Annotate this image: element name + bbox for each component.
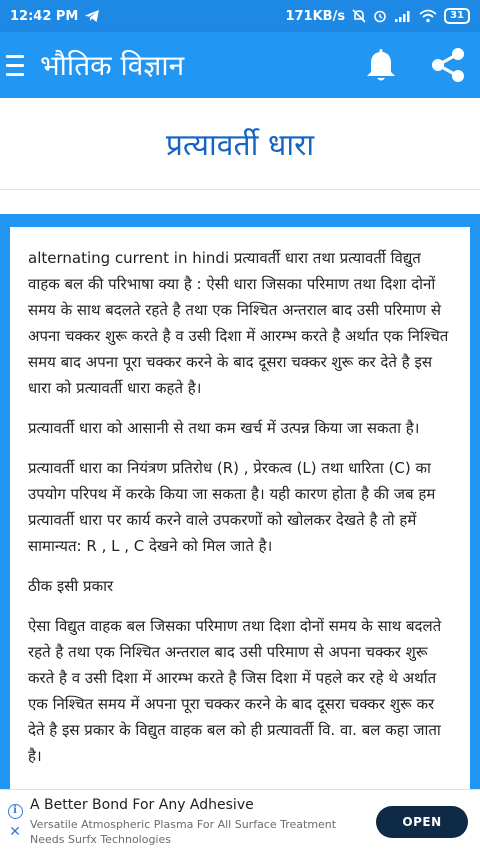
telegram-icon bbox=[84, 9, 100, 23]
battery-indicator: 31 bbox=[444, 8, 470, 24]
ad-icons bbox=[2, 790, 28, 853]
page-title: प्रत्यावर्ती धारा bbox=[165, 128, 315, 163]
article-paragraph: ऐसा विद्युत वाहक बल जिसका परिमाण तथा दिशा दोनों समय के साथ बदलते रहते है तथा एक निश्चित अन्तराल बाद उसी परिमाण से अपना चक्कर शुरू करते है व उसी दिशा में आरम्भ करते है जिस दिशा में पहले कर रहे थे अर्थात एक निश्चित समय में अपना पूरा चक्कर करने के बाद दूसरा चक्कर शुरू कर देते है इस प्रकार के विद्युत वाहक बल को ही प्रत्यावर्ती वि. वा. बल कहा जाता है। bbox=[28, 617, 442, 765]
app-bar-actions bbox=[364, 45, 468, 85]
article-container[interactable] bbox=[0, 214, 480, 789]
article-paragraph: प्रत्यावर्ती धारा का नियंत्रण प्रतिरोध (R) , प्रेरकत्व (L) तथा धारिता (C) का उपयोग परिपथ में करके किया जा सकता है। यही कारण होता है की जब हम प्रत्यावर्ती धारा पर कार्य करने वाले उपकरणों को खोलकर देखते है तो हमें सामान्यत: R , L , C देखने को मिल जाते है। bbox=[28, 459, 436, 555]
status-left bbox=[10, 9, 100, 24]
wifi-icon bbox=[419, 9, 437, 23]
article-paragraph: ठीक इसी प्रकार bbox=[28, 577, 114, 595]
info-icon[interactable]: i bbox=[8, 804, 23, 819]
menu-icon-line bbox=[6, 55, 24, 58]
status-right bbox=[285, 8, 470, 24]
ad-open-button[interactable]: OPEN bbox=[376, 806, 468, 838]
status-time: 12:42 PM bbox=[10, 8, 79, 24]
page-heading-section bbox=[0, 98, 480, 190]
ad-text[interactable] bbox=[28, 797, 360, 847]
ad-description: Versatile Atmospheric Plasma For All Surface Treatment Needs Surfx Technologies bbox=[30, 817, 337, 846]
menu-icon[interactable] bbox=[6, 50, 34, 80]
bell-icon[interactable] bbox=[364, 46, 398, 84]
alarm-icon bbox=[373, 9, 387, 23]
network-speed: 171KB/s bbox=[285, 8, 346, 24]
app-title: भौतिक विज्ञान bbox=[40, 49, 185, 82]
mute-icon bbox=[352, 9, 366, 23]
article-body bbox=[10, 227, 470, 789]
close-icon[interactable]: ✕ bbox=[9, 824, 21, 840]
article-paragraph: alternating current in hindi प्रत्यावर्ती धारा तथा प्रत्यावर्ती विद्युत वाहक बल की परिभाषा क्या है : ऐसी धारा जिसका परिमाण तथा दिशा दोनों समय के साथ बदलते रहते है तथा एक निश्चित अन्तराल बाद उसी परिमाण से अपना चक्कर शुरू करते है व उसी दिशा में आरम्भ करते है अर्थात एक निश्चित समय बाद अपना पूरा चक्कर करने के बाद दूसरा चक्कर शुरू कर देते है इस धारा को प्रत्यावर्ती धारा कहते है। bbox=[28, 249, 449, 397]
status-bar bbox=[0, 0, 480, 32]
ad-banner[interactable] bbox=[0, 789, 480, 853]
article-paragraph: प्रत्यावर्ती धारा को आसानी से तथा कम खर्च में उत्पन्न किया जा सकता है। bbox=[28, 419, 420, 437]
ad-title[interactable]: A Better Bond For Any Adhesive bbox=[30, 796, 254, 813]
menu-icon-line bbox=[6, 64, 24, 67]
app-bar bbox=[0, 32, 480, 98]
share-icon[interactable] bbox=[428, 45, 468, 85]
signal-icon bbox=[394, 10, 412, 22]
menu-icon-line bbox=[6, 73, 24, 76]
